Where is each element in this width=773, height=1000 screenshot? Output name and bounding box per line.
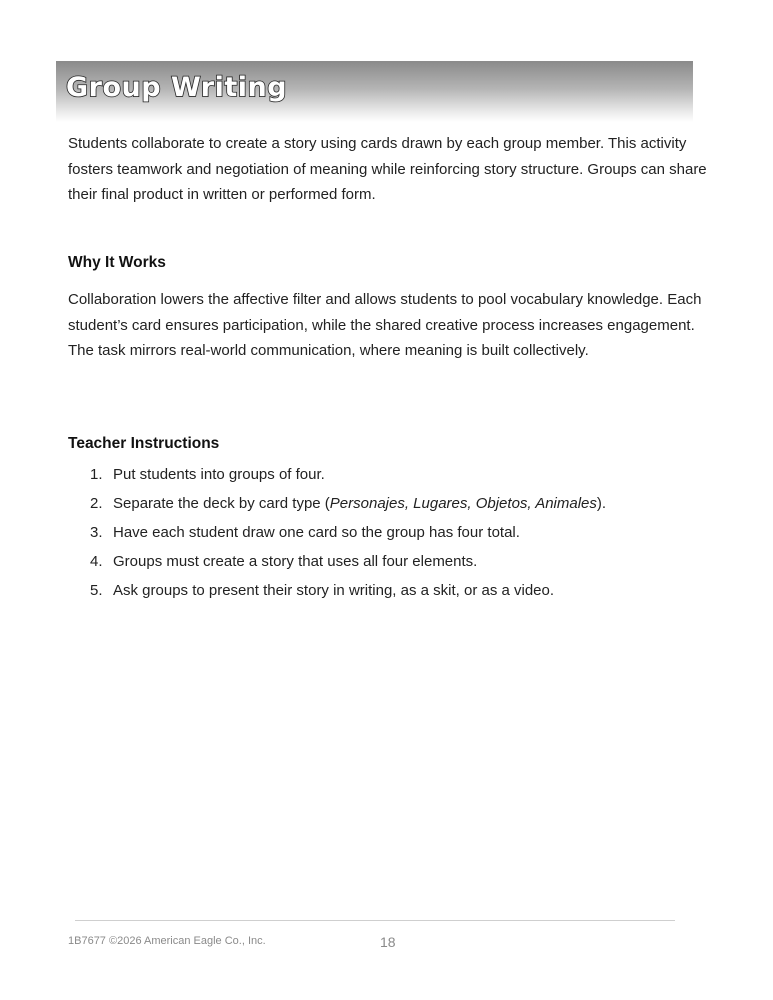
instruction-step-1 [90, 463, 606, 492]
step-text: Separate the deck by card type ( [113, 495, 330, 512]
step-number: 4. [90, 553, 103, 570]
instruction-step-4 [90, 550, 606, 579]
step-number: 1. [90, 466, 103, 483]
instruction-list [90, 463, 606, 608]
instruction-step-2 [90, 492, 606, 521]
step-text: Ask groups to present their story in writing, as a skit, or as a video. [113, 582, 555, 599]
step-number: 5. [90, 582, 103, 599]
card-types-italic: Personajes, Lugares, Objetos, Animales [329, 495, 597, 512]
step-number: 2. [90, 495, 103, 512]
intro-paragraph: Students collaborate to create a story using cards drawn by each group member. This activity fosters teamwork and negotiation of meaning while reinforcing story structure. Groups can share their final product in written or performed form. [68, 135, 707, 203]
teacher-instructions-heading: Teacher Instructions [68, 435, 220, 452]
step-text-end: ). [596, 495, 607, 512]
footer-copyright: 1B7677 ©2026 American Eagle Co., Inc. [68, 935, 266, 947]
footer-divider [75, 920, 675, 921]
step-number: 3. [90, 524, 103, 541]
instruction-step-5 [90, 579, 606, 608]
step-text: Have each student draw one card so the group has four total. [113, 524, 520, 541]
instruction-step-3 [90, 521, 606, 550]
page-title: Group Writing [66, 72, 288, 103]
step-text: Put students into groups of four. [113, 466, 325, 483]
title-banner [56, 61, 693, 122]
step-text: Groups must create a story that uses all four elements. [113, 553, 478, 570]
page-number: 18 [380, 934, 396, 950]
why-it-works-heading: Why It Works [68, 254, 166, 271]
why-it-works-paragraph: Collaboration lowers the affective filter and allows students to pool vocabulary knowledge. Each student’s card ensures participation, while the shared creative process increases engagement. The task mirrors real-world communication, where meaning is built collectively. [68, 291, 702, 359]
